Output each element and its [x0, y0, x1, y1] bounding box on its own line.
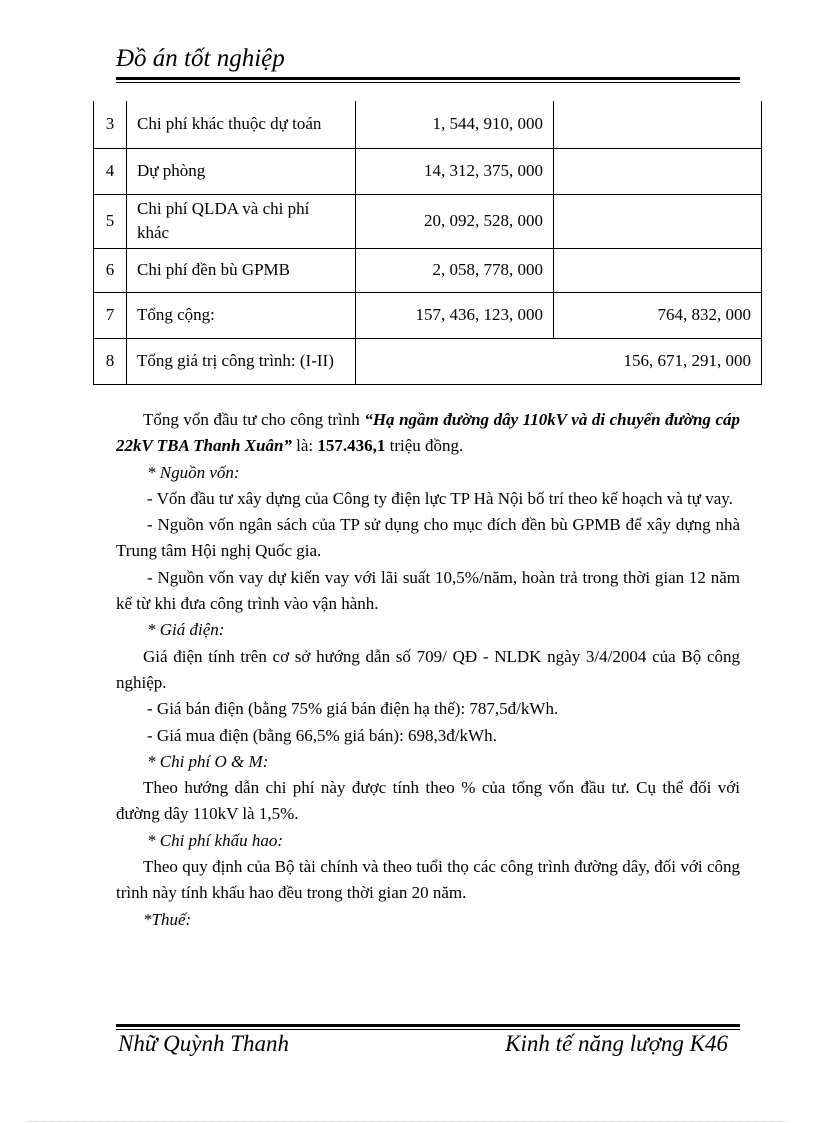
- footer-class: Kinh tế năng lượng K46: [505, 1031, 728, 1056]
- table-row: [94, 292, 762, 338]
- footer-author: Nhữ Quỳnh Thanh: [118, 1031, 289, 1056]
- row-amount: 20, 092, 528, 000: [356, 194, 554, 248]
- row-number: 7: [94, 292, 127, 338]
- row-number: 6: [94, 248, 127, 292]
- project-name: “Hạ ngầm đường dây 110kV và di chuyển đường cáp 22kV TBA Thanh Xuân”: [116, 410, 740, 456]
- footer-rule-thin: [116, 1029, 740, 1030]
- header-rule-thin: [116, 82, 740, 83]
- row-item-name: Tổng giá trị công trình: (I-II): [127, 338, 356, 384]
- page-bottom-dotted-line: [28, 1121, 788, 1122]
- heading-tax: *Thuế:: [143, 909, 192, 929]
- summary-mid: là:: [291, 436, 318, 456]
- cost-table: [93, 101, 762, 385]
- funding-item: - Nguồn vốn ngân sách của TP sử dụng cho mục đích đền bù GPMB để xây dựng nhà Trung tâm Hội nghị Quốc gia.: [116, 515, 740, 561]
- om-text: Theo hướng dẫn chi phí này được tính theo % của tổng vốn đầu tư. Cụ thể đối với đường dây 110kV là 1,5%.: [116, 778, 740, 824]
- summary-prefix: Tổng vốn đầu tư cho công trình: [143, 410, 365, 429]
- table-row: [94, 148, 762, 194]
- row-amount: 2, 058, 778, 000: [356, 248, 554, 292]
- funding-item: - Vốn đầu tư xây dựng của Công ty điện lực TP Hà Nội bố trí theo kế hoạch và tự vay.: [147, 488, 733, 508]
- heading-funding-source: * Nguồn vốn:: [147, 462, 240, 482]
- body-text: [116, 407, 740, 933]
- row-extra: [554, 248, 762, 292]
- row-extra: [554, 194, 762, 248]
- row-item-name: Chi phí khác thuộc dự toán: [127, 101, 356, 148]
- row-amount: 1, 544, 910, 000: [356, 101, 554, 148]
- row-item-name: Tổng cộng:: [127, 292, 356, 338]
- table-total-row: [94, 338, 762, 384]
- row-amount: 157, 436, 123, 000: [356, 292, 554, 338]
- table-row: [94, 101, 762, 148]
- heading-electricity-price: * Giá điện:: [147, 620, 225, 640]
- header-rule-thick: [116, 77, 740, 80]
- investment-summary: [116, 407, 740, 460]
- row-number: 4: [94, 148, 127, 194]
- price-basis: Giá điện tính trên cơ sở hướng dẫn số 709/ QĐ - NLDK ngày 3/4/2004 của Bộ công nghiệp.: [116, 646, 740, 692]
- row-item-name: Dự phòng: [127, 148, 356, 194]
- row-number: 8: [94, 338, 127, 384]
- footer-rule-thick: [116, 1024, 740, 1027]
- table-row: [94, 194, 762, 248]
- page-header-title: Đồ án tốt nghiệp: [116, 45, 285, 72]
- investment-value: 157.436,1: [317, 436, 386, 456]
- row-extra: 764, 832, 000: [554, 292, 762, 338]
- row-number: 3: [94, 101, 127, 148]
- table-row: [94, 248, 762, 292]
- row-number: 5: [94, 194, 127, 248]
- row-item-name: Chi phí đền bù GPMB: [127, 248, 356, 292]
- row-amount: 14, 312, 375, 000: [356, 148, 554, 194]
- row-extra: [554, 148, 762, 194]
- depreciation-text: Theo quy định của Bộ tài chính và theo tuổi thọ các công trình đường dây, đối với công trình này tính khấu hao đều trong thời gian 20 năm.: [116, 857, 740, 903]
- price-item: - Giá bán điện (bằng 75% giá bán điện hạ thế): 787,5đ/kWh.: [147, 699, 559, 719]
- total-amount: 156, 671, 291, 000: [356, 338, 762, 384]
- row-extra: [554, 101, 762, 148]
- summary-suffix: triệu đồng.: [385, 436, 464, 456]
- row-item-name: Chi phí QLDA và chi phí khác: [127, 194, 356, 248]
- price-item: - Giá mua điện (bằng 66,5% giá bán): 698,3đ/kWh.: [147, 725, 497, 745]
- heading-depreciation: * Chi phí khấu hao:: [147, 830, 283, 850]
- heading-om-cost: * Chi phí O & M:: [147, 751, 269, 771]
- funding-item: - Nguồn vốn vay dự kiến vay với lãi suất 10,5%/năm, hoàn trả trong thời gian 12 năm kể từ khi đưa công trình vào vận hành.: [116, 567, 740, 614]
